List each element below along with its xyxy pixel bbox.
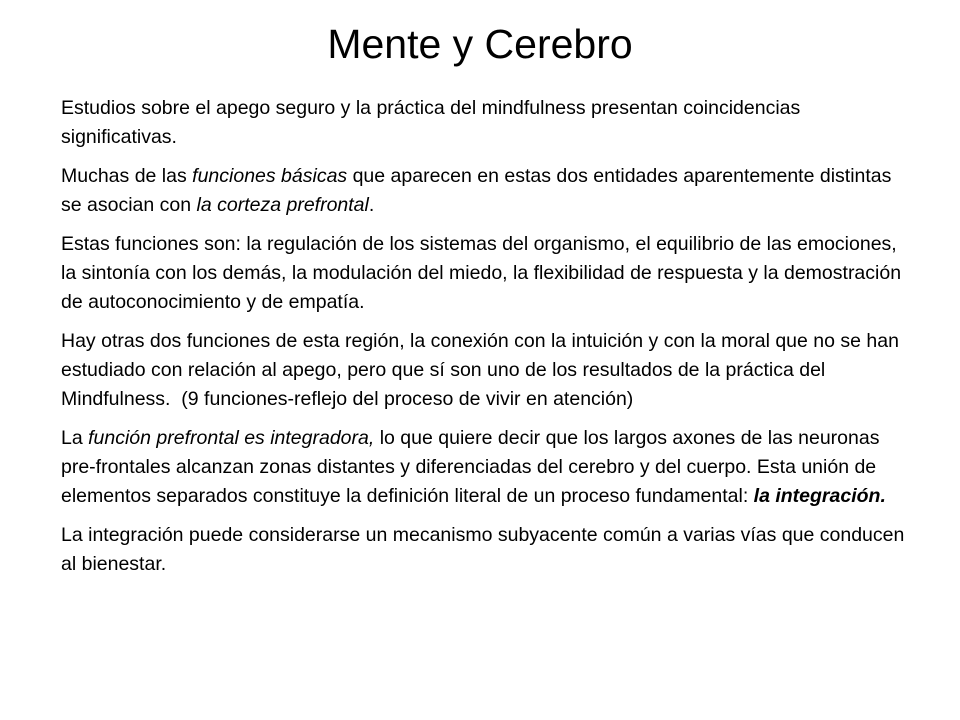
paragraph-funciones-basicas: [61, 162, 911, 220]
slide-title: Mente y Cerebro: [327, 21, 633, 67]
paragraph-bienestar: [61, 521, 911, 579]
text-segment: La: [61, 427, 89, 449]
italic-corteza-prefrontal: la corteza prefrontal: [196, 194, 369, 216]
paragraph-text: Estudios sobre el apego seguro y la práctica del mindfulness presentan coincidencias significativas.: [61, 97, 801, 148]
paragraph-funcion-integradora: [61, 424, 911, 511]
text-segment: Muchas de las: [61, 165, 193, 187]
paragraph-text: Estas funciones son: la regulación de los sistemas del organismo, el equilibrio de las emociones, la sintonía con los demás, la modulación del miedo, la flexibilidad de respuesta y la demostración de autoconocimiento y de empatía.: [61, 233, 902, 313]
text-segment: que aparecen en estas dos entidades aparentemente distintas se asocian con: [61, 165, 892, 216]
slide-body: [61, 94, 911, 589]
paragraph-apego-mindfulness: [61, 94, 911, 152]
paragraph-otras-funciones: [61, 327, 911, 414]
italic-funcion-prefrontal: función prefrontal es integradora,: [88, 427, 375, 449]
text-segment: lo que quiere decir que los largos axones de las neuronas pre-frontales alcanzan zonas distantes y diferenciadas del cerebro y del cuerpo. Esta unión de elementos separados constituye la definición literal de un proceso fundamental:: [61, 427, 880, 507]
bold-italic-la-integracion: la integración.: [753, 485, 886, 507]
paragraph-lista-funciones: [61, 230, 911, 317]
text-segment: .: [368, 194, 375, 216]
paragraph-text: La integración puede considerarse un mecanismo subyacente común a varias vías que conducen al bienestar.: [61, 524, 905, 575]
italic-funciones-basicas: funciones básicas: [192, 165, 348, 187]
paragraph-text: Hay otras dos funciones de esta región, la conexión con la intuición y con la moral que no se han estudiado con relación al apego, pero que sí son uno de los resultados de la práctica del Mindfulness. (9 funciones-reflejo del proceso de vivir en atención): [61, 330, 905, 410]
